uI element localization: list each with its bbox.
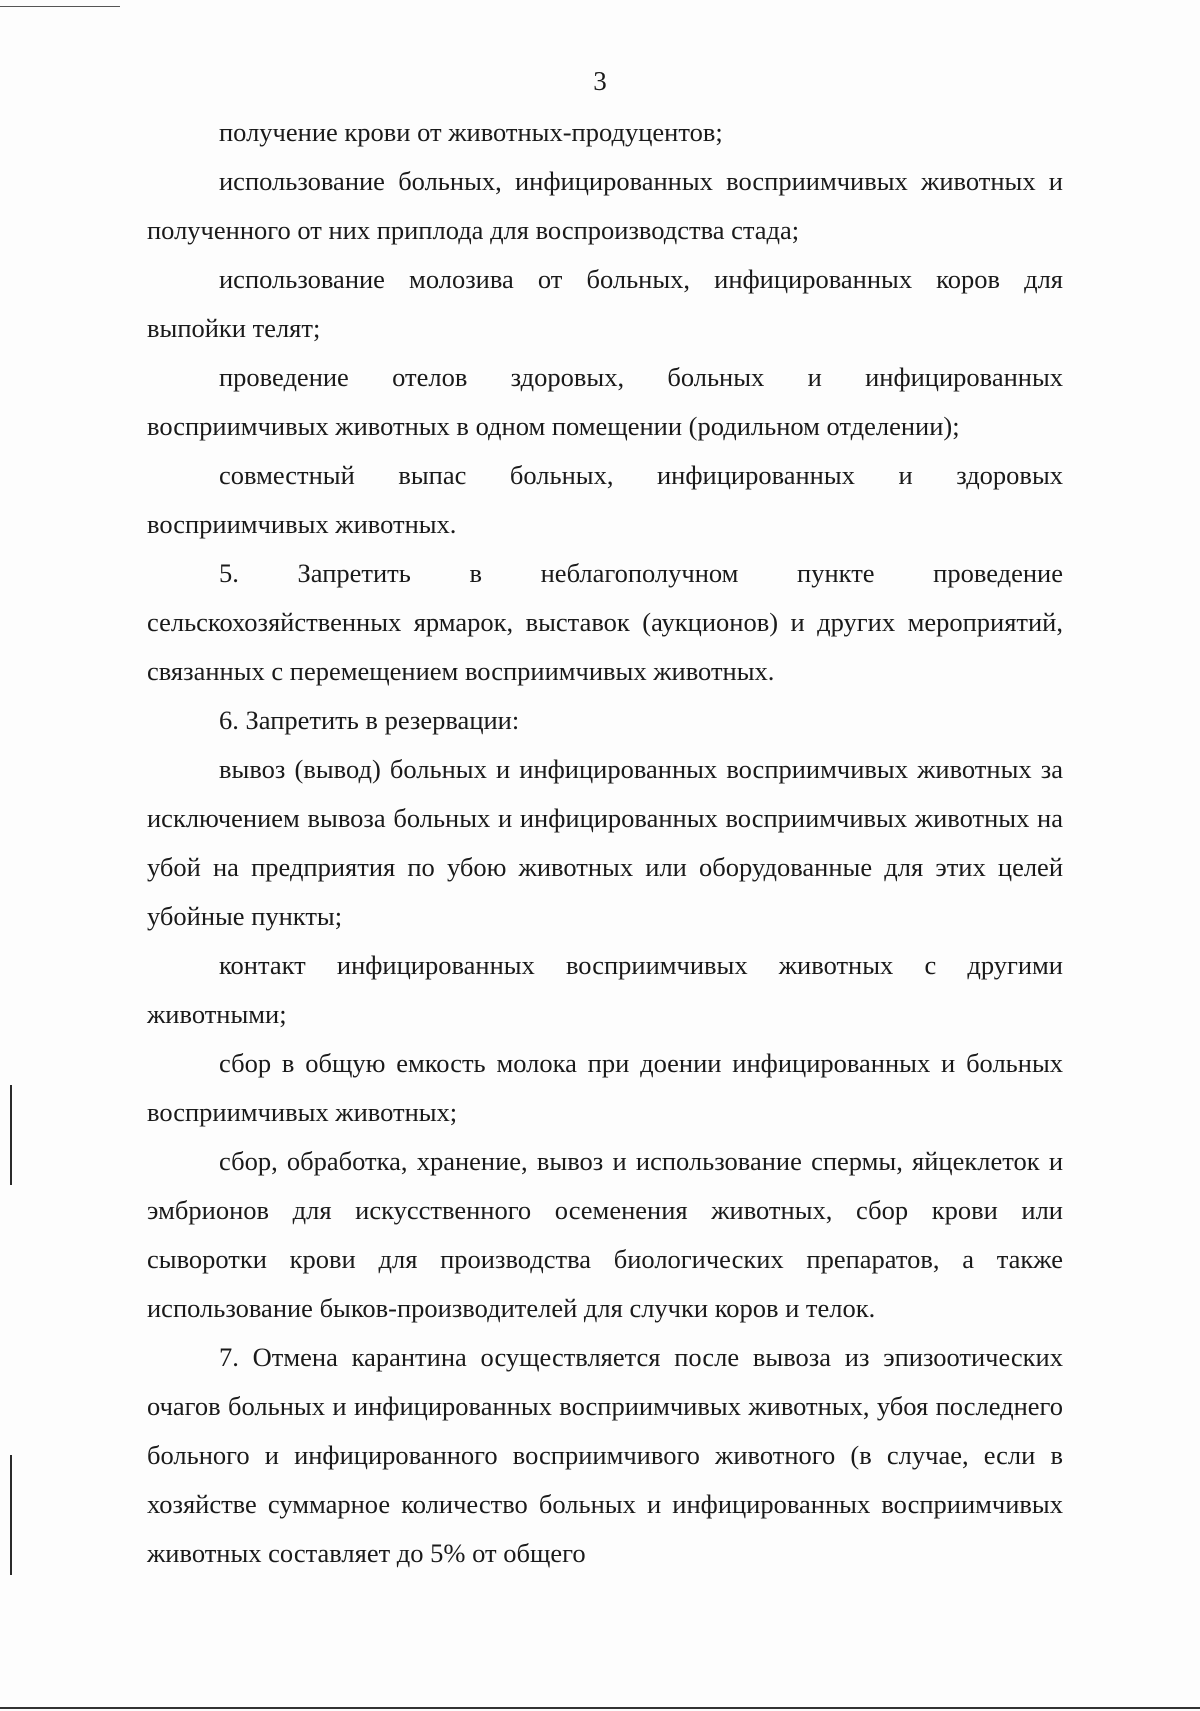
scan-artifact-left-edge bbox=[10, 1085, 12, 1185]
paragraph: использование молозива от больных, инфицированных коров для выпойки телят; bbox=[147, 264, 1063, 343]
paragraph: контакт инфицированных восприимчивых животных с другими животными; bbox=[147, 950, 1063, 1029]
paragraph: совместный выпас больных, инфицированных и здоровых восприимчивых животных. bbox=[147, 460, 1063, 539]
scan-artifact-left-edge bbox=[10, 1455, 12, 1575]
document-body bbox=[147, 108, 1063, 1578]
paragraph: 7. Отмена карантина осуществляется после вывоза из эпизоотических очагов больных и инфицированных восприимчивых животных, убоя последнего больного и инфицированного восприимчивого животного (в случае, если в хозяйстве суммарное количество больных и инфицированных восприимчивых животных составляет до 5% от общего bbox=[147, 1342, 1063, 1568]
page-number: 3 bbox=[593, 66, 607, 96]
scan-artifact-top-line bbox=[0, 6, 120, 7]
paragraph: 5. Запретить в неблагополучном пункте проведение сельскохозяйственных ярмарок, выставок (аукционов) и других мероприятий, связанных с перемещением восприимчивых животных. bbox=[147, 558, 1063, 686]
paragraph: вывоз (вывод) больных и инфицированных восприимчивых животных за исключением вывоза больных и инфицированных восприимчивых животных на убой на предприятия по убою животных или оборудованные для этих целей убойные пункты; bbox=[147, 754, 1063, 931]
paragraph: сбор, обработка, хранение, вывоз и использование спермы, яйцеклеток и эмбрионов для искусственного осеменения животных, сбор крови или сыворотки крови для производства биологических препаратов, а также использование быков-производителей для случки коров и телок. bbox=[147, 1146, 1063, 1323]
scan-artifact-bottom-line bbox=[0, 1707, 1200, 1709]
paragraph: получение крови от животных-продуцентов; bbox=[219, 117, 723, 147]
paragraph: сбор в общую емкость молока при доении инфицированных и больных восприимчивых животных; bbox=[147, 1048, 1063, 1127]
paragraph: 6. Запретить в резервации: bbox=[219, 705, 520, 735]
paragraph: проведение отелов здоровых, больных и инфицированных восприимчивых животных в одном помещении (родильном отделении); bbox=[147, 362, 1063, 441]
paragraph: использование больных, инфицированных восприимчивых животных и полученного от них приплода для воспроизводства стада; bbox=[147, 166, 1063, 245]
